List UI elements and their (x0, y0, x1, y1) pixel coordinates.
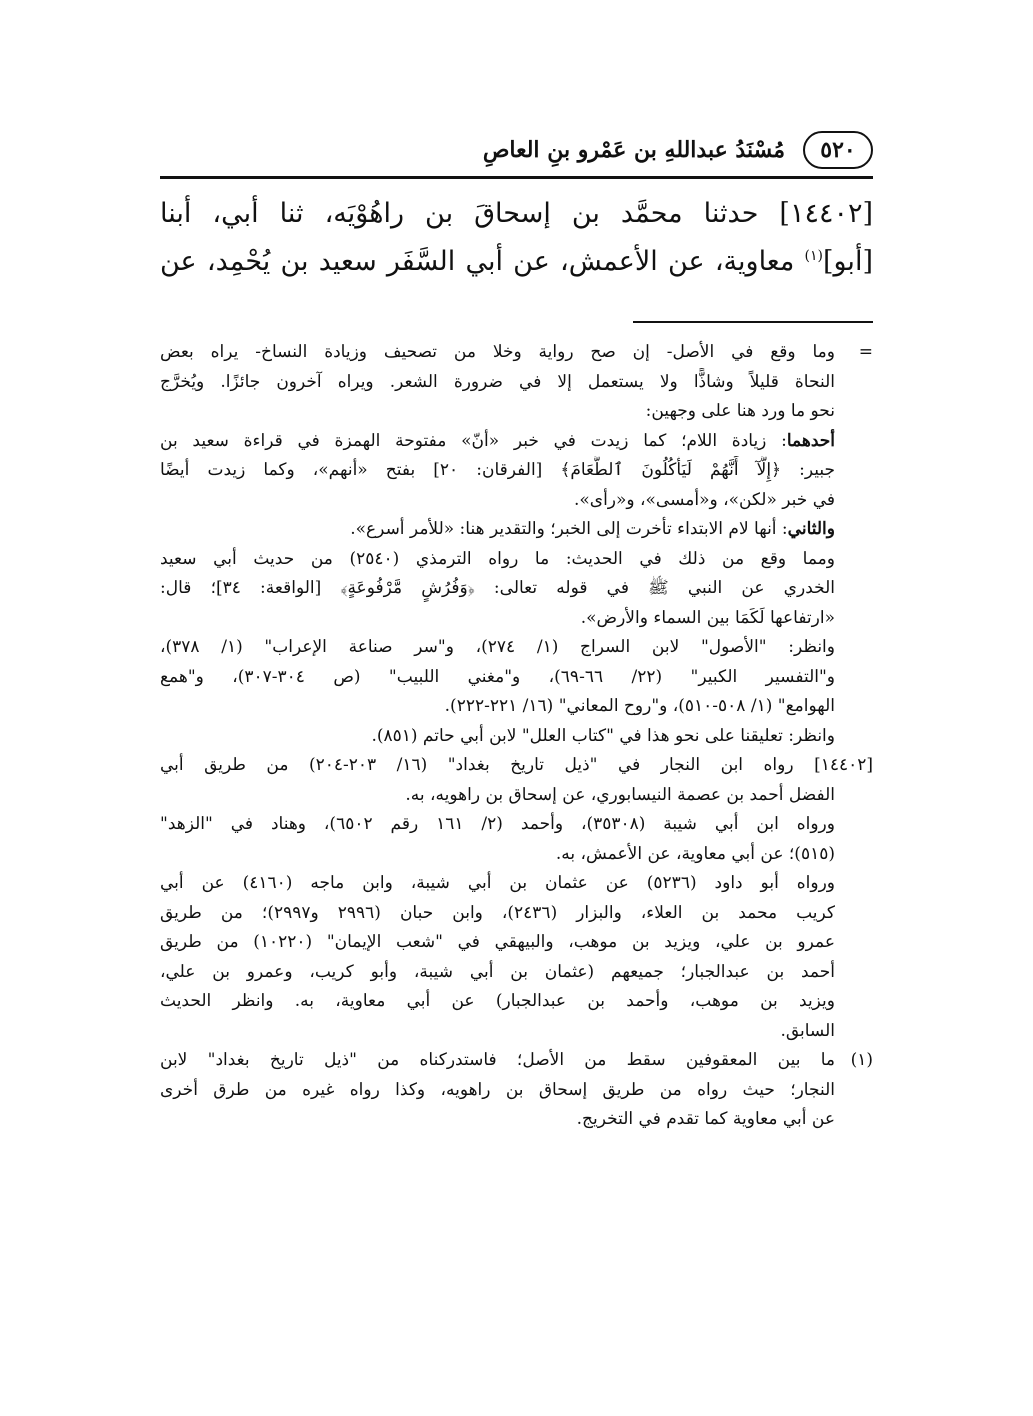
hadith-line (160, 238, 873, 286)
note-text: : أنها لام الابتداء تأخرت إلى الخبر؛ والتقدير هنا: «للأمر أسرع». (350, 519, 788, 539)
note-line: ما بين المعقوفين سقط من الأصل؛ فاستدركناه من "ذيل تاريخ بغداد" لابن (160, 1050, 835, 1070)
page-number: ٥٢٠ (803, 131, 873, 169)
note-line: وانظر: تعليقنا على نحو هذا في "كتاب العلل" لابن أبي حاتم (٨٥١). (371, 725, 835, 746)
hadith-text-span: معاوية، عن الأعمش، عن أبي السَّفَر سعيد بن يُحْمِد، عن (160, 246, 805, 277)
footnote-1 (160, 1046, 873, 1135)
note-line: ويزيد بن موهب، وأحمد بن عبدالجبار) عن أبي معاوية، به. وانظر الحديث (160, 991, 835, 1011)
note-line: ورواه ابن أبي شيبة (٣٥٣٠٨)، وأحمد (٢/ ١٦١ رقم ٦٥٠٢)، وهناد في "الزهد" (160, 814, 835, 834)
note-line: عمرو بن علي، ويزيد بن موهب، والبيهقي في "شعب الإيمان" (١٠٢٢٠) من طريق (160, 932, 835, 952)
note-text: رواه ابن النجار في "ذيل تاريخ بغداد" (١٦/ ٢٠٣-٢٠٤) من طريق أبي (160, 755, 794, 775)
note-line: الهوامع" (١/ ٥٠٨-٥١٠)، و"روح المعاني" (١٦/ ٢٢١-٢٢٢). (444, 696, 835, 716)
note-line: النجار؛ حيث رواه من طريق إسحاق بن راهويه، وكذا رواه غيره من طرق أخرى (160, 1079, 835, 1100)
header-divider (160, 176, 873, 179)
note-line (160, 427, 873, 457)
footnote-ref: (١) (804, 248, 823, 264)
note-line: أحمد بن عبدالجبار؛ جميعهم (عثمان بن أبي شيبة، وأبو كريب، وعمرو بن علي، (160, 961, 835, 982)
note-line: في خبر «لكن»، و«أمسى»، و«رأى». (573, 489, 835, 510)
note-line: نحو ما ورد هنا على وجهين: (645, 401, 835, 421)
running-title: مُسْنَدُ عبداللهِ بن عَمْرو بنِ العاصِ (482, 137, 785, 163)
page-header (160, 128, 873, 172)
note-line: السابق. (780, 1020, 835, 1041)
note-line: (٥١٥)؛ عن أبي معاوية، عن الأعمش، به. (555, 843, 835, 864)
note-text: : زيادة اللام؛ كما زيدت في خبر «أنّ» مفتوحة الهمزة في قراءة سعيد بن (160, 430, 787, 451)
takhrij-note (160, 751, 873, 1046)
note-line: وما وقع في الأصل- إن صح رواية وخلا من تصحيف وزيادة النساخ- يراه بعض (160, 342, 835, 362)
note-line: الخدري عن النبي ﷺ في قوله تعالى: ﴿وَفُرُشٍ مَّرْفُوعَةٍ﴾ [الواقعة: ٣٤]؛ قال: (160, 578, 835, 598)
continuation-note (160, 338, 873, 751)
note-line: الفضل أحمد بن عصمة النيسابوري، عن إسحاق بن راهويه، به. (405, 784, 835, 805)
hadith-text (160, 190, 873, 286)
footnote-separator (633, 321, 873, 323)
note-line: ومما وقع من ذلك في الحديث: ما رواه الترمذي (٢٥٤٠) من حديث أبي سعيد (160, 548, 835, 569)
hadith-number-tag: [١٤٤٠٢] (814, 755, 873, 775)
note-label: أحدهما (786, 430, 835, 451)
note-line: جبير: ﴿إِلَّآ أَنَّهُمْ لَيَأْكُلُونَ ٱلطَّعَامَ﴾ [الفرقان: ٢٠] بفتح «أنهم»، وكما زيدت أيضًا (160, 460, 835, 480)
note-line: و"التفسير الكبير" (٢٢/ ٦٦-٦٩)، و"مغني اللبيب" (ص ٣٠٤-٣٠٧)، و"همع (160, 666, 835, 687)
note-line: «ارتفاعها لَكَمَا بين السماء والأرض». (580, 607, 835, 628)
note-line: النحاة قليلاً وشاذًّا ولا يستعمل إلا في ضرورة الشعر. ويراه آخرون جائزًا. ويُخرَّج (160, 371, 835, 392)
continuation-mark: = (858, 342, 873, 362)
bracketed-insertion: [أبو] (822, 246, 873, 277)
hadith-line: [١٤٤٠٢] حدثنا محمَّد بن إسحاقَ بن راهُوْيَه، ثنا أبي، أبنا (160, 198, 873, 229)
note-line: وانظر: "الأصول" لابن السراج (١/ ٢٧٤)، و"سر صناعة الإعراب" (١/ ٣٧٨)، (160, 637, 835, 657)
note-line: ورواه أبو داود (٥٢٣٦) عن عثمان بن أبي شيبة، وابن ماجه (٤١٦٠) عن أبي (160, 873, 836, 893)
note-line (160, 515, 873, 545)
footnote-number: (١) (850, 1050, 873, 1070)
note-line: عن أبي معاوية كما تقدم في التخريج. (576, 1109, 835, 1129)
note-line: كريب محمد بن العلاء، والبزار (٢٤٣٦)، وابن حبان (٢٩٩٦ و٢٩٩٧)؛ من طريق (160, 902, 836, 923)
note-label: والثاني (787, 519, 835, 539)
note-line (160, 751, 873, 781)
footnotes (160, 338, 873, 1135)
